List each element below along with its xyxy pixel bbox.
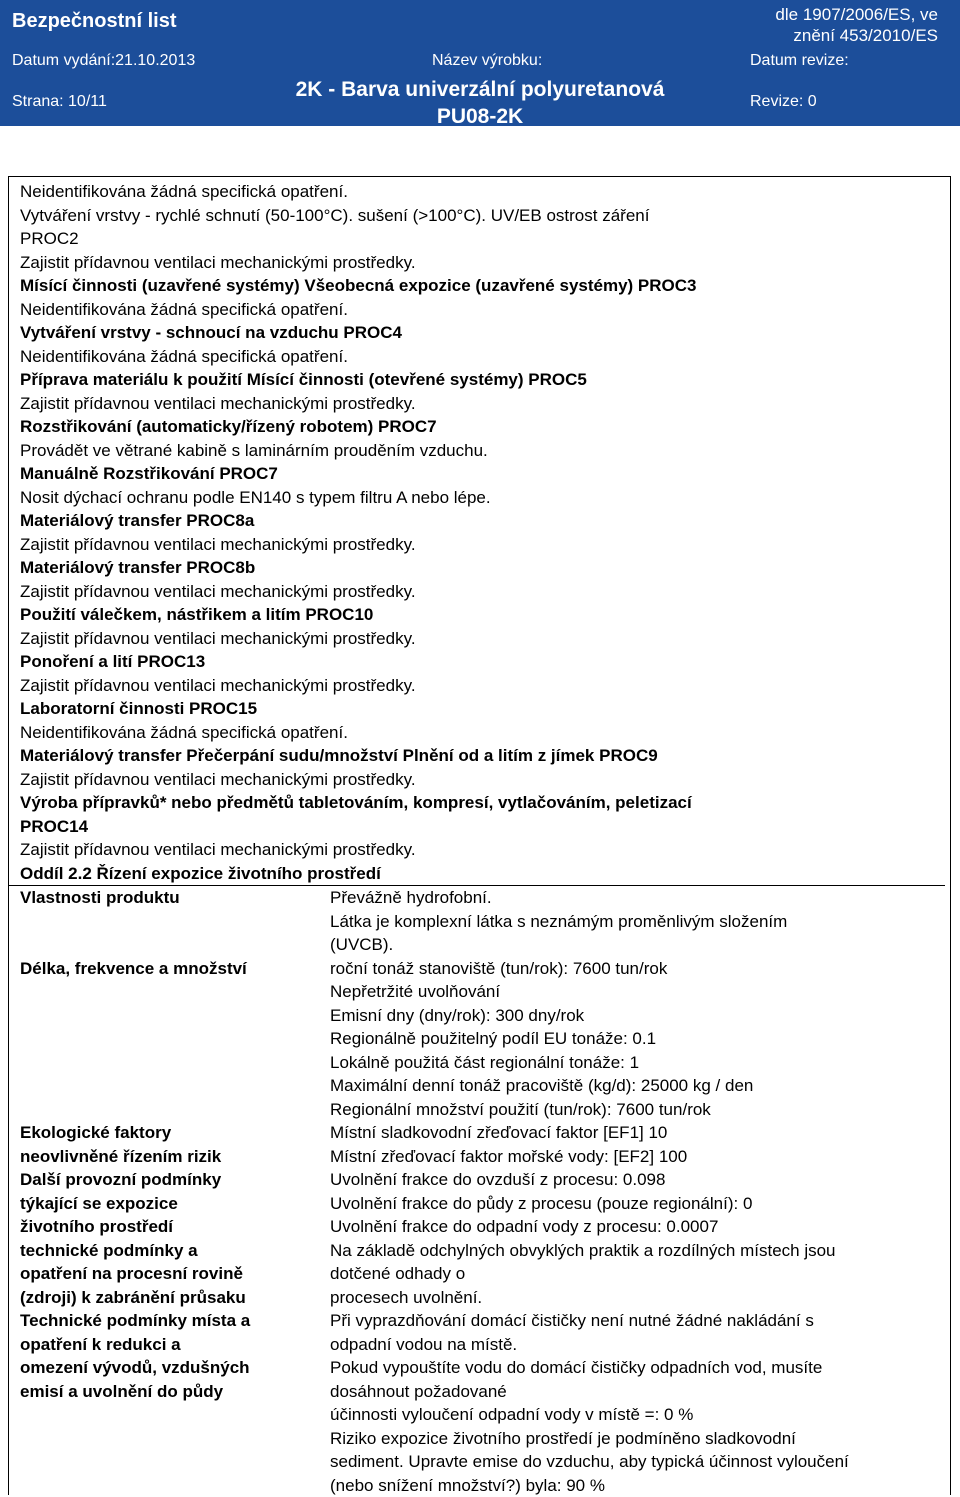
row-value-line: Regionálně použitelný podíl EU tonáže: 0.1	[330, 1027, 945, 1051]
table-row	[8, 957, 945, 1122]
row-label	[8, 886, 330, 957]
product-name	[230, 76, 730, 130]
section-title: Oddíl 2.2 Řízení expozice životního prostředí	[8, 862, 945, 887]
measure-text: Nosit dýchací ochranu podle EN140 s typem filtru A nebo lépe.	[20, 486, 945, 510]
row-label-line: týkající se expozice	[20, 1192, 330, 1216]
table-row	[8, 1309, 945, 1497]
row-value-line: Uvolnění frakce do ovzduší z procesu: 0.098	[330, 1168, 945, 1192]
measure-text: Neidentifikována žádná specifická opatření.	[20, 345, 945, 369]
row-label	[8, 957, 330, 1122]
measure-text: Zajistit přídavnou ventilaci mechanickými prostředky.	[20, 580, 945, 604]
measure-text: Zajistit přídavnou ventilaci mechanickými prostředky.	[20, 392, 945, 416]
row-value-line: Převážně hydrofobní.	[330, 886, 945, 910]
process-heading: Výroba přípravků* nebo předmětů tabletováním, kompresí, vytlačováním, peletizací	[20, 791, 945, 815]
regulation-line-2: znění 453/2010/ES	[793, 26, 938, 46]
row-value-line: procesech uvolnění.	[330, 1286, 945, 1310]
row-value-line: dotčené odhady o	[330, 1262, 945, 1286]
row-value-line: Emisní dny (dny/rok): 300 dny/rok	[330, 1004, 945, 1028]
row-value-line: Uvolnění frakce do odpadní vody z procesu: 0.0007	[330, 1215, 945, 1239]
row-label-line: Vlastnosti produktu	[20, 886, 330, 910]
revision-date-label: Datum revize:	[750, 52, 849, 70]
process-heading: Materiálový transfer PROC8a	[20, 509, 945, 533]
document-title: Bezpečnostní list	[12, 10, 176, 33]
row-label-line: Technické podmínky místa a	[20, 1309, 330, 1333]
row-label-line: omezení vývodů, vzdušných	[20, 1356, 330, 1380]
process-heading: Rozstřikování (automaticky/řízený robotem) PROC7	[20, 415, 945, 439]
row-value-line: dosáhnout požadované	[330, 1380, 945, 1404]
revision-number: Revize: 0	[750, 93, 817, 111]
row-value-line: Na základě odchylných obvyklých praktik a rozdílných místech jsou	[330, 1239, 945, 1263]
row-value	[330, 1309, 945, 1497]
row-value-line: Regionální množství použití (tun/rok): 7600 tun/rok	[330, 1098, 945, 1122]
row-label-line: technické podmínky a	[20, 1239, 330, 1263]
row-value	[330, 886, 945, 957]
row-label-line: životního prostředí	[20, 1215, 330, 1239]
row-label	[8, 1309, 330, 1497]
process-heading: Použití válečkem, nástřikem a litím PROC10	[20, 603, 945, 627]
row-label-line: opatření k redukci a	[20, 1333, 330, 1357]
row-value-line: Látka je komplexní látka s neznámým proměnlivým složením	[330, 910, 945, 934]
row-value-line: Nepřetržité uvolňování	[330, 980, 945, 1004]
row-value-line: Při vyprazdňování domácí čističky není nutné žádné nakládání s	[330, 1309, 945, 1333]
product-name-line-1: 2K - Barva univerzální polyuretanová	[230, 76, 730, 103]
process-heading: Materiálový transfer PROC8b	[20, 556, 945, 580]
row-label-line: emisí a uvolnění do půdy	[20, 1380, 330, 1404]
row-value-line: Maximální denní tonáž pracoviště (kg/d): 25000 kg / den	[330, 1074, 945, 1098]
measure-text: PROC2	[20, 227, 945, 251]
table-row	[8, 1239, 945, 1310]
row-value-line: Pokud vypouštíte vodu do domácí čističky odpadních vod, musíte	[330, 1356, 945, 1380]
measure-text: Zajistit přídavnou ventilaci mechanickými prostředky.	[20, 674, 945, 698]
row-value-line: sediment. Upravte emise do vzduchu, aby typická účinnost vyloučení	[330, 1450, 945, 1474]
process-heading: Laboratorní činnosti PROC15	[20, 697, 945, 721]
row-label-line: Délka, frekvence a množství	[20, 957, 330, 981]
measure-text: Zajistit přídavnou ventilaci mechanickými prostředky.	[20, 768, 945, 792]
measures-list	[20, 180, 945, 862]
row-value	[330, 1121, 945, 1168]
measure-text: Zajistit přídavnou ventilaci mechanickými prostředky.	[20, 533, 945, 557]
row-value-line: Uvolnění frakce do půdy z procesu (pouze regionální): 0	[330, 1192, 945, 1216]
measure-text: Zajistit přídavnou ventilaci mechanickými prostředky.	[20, 627, 945, 651]
document-header	[0, 0, 960, 126]
row-label-line: opatření na procesní rovině	[20, 1262, 330, 1286]
process-heading: Vytváření vrstvy - schnoucí na vzduchu PROC4	[20, 321, 945, 345]
document-body	[20, 180, 945, 1497]
row-label	[8, 1121, 330, 1168]
row-label-line: Ekologické faktory	[20, 1121, 330, 1145]
measure-text: Neidentifikována žádná specifická opatření.	[20, 721, 945, 745]
row-value-line: Riziko expozice životního prostředí je podmíněno sladkovodní	[330, 1427, 945, 1451]
measure-text: Neidentifikována žádná specifická opatření.	[20, 298, 945, 322]
regulation-line-1: dle 1907/2006/ES, ve	[775, 5, 938, 25]
process-heading: Manuálně Rozstřikování PROC7	[20, 462, 945, 486]
row-value	[330, 1168, 945, 1239]
row-label-line: Další provozní podmínky	[20, 1168, 330, 1192]
row-value-line: roční tonáž stanoviště (tun/rok): 7600 tun/rok	[330, 957, 945, 981]
table-row	[8, 886, 945, 957]
process-heading: Mísící činnosti (uzavřené systémy) Všeobecná expozice (uzavřené systémy) PROC3	[20, 274, 945, 298]
page-number: Strana: 10/11	[12, 93, 107, 111]
row-value-line: Místní sladkovodní zřeďovací faktor [EF1] 10	[330, 1121, 945, 1145]
measure-text: Provádět ve větrané kabině s laminárním prouděním vzduchu.	[20, 439, 945, 463]
row-label-line: neovlivněné řízením rizik	[20, 1145, 330, 1169]
process-heading: PROC14	[20, 815, 945, 839]
measure-text: Zajistit přídavnou ventilaci mechanickými prostředky.	[20, 838, 945, 862]
table-row	[8, 1168, 945, 1239]
measure-text: Zajistit přídavnou ventilaci mechanickými prostředky.	[20, 251, 945, 275]
row-value-line: Místní zřeďovací faktor mořské vody: [EF2] 100	[330, 1145, 945, 1169]
measure-text: Vytváření vrstvy - rychlé schnutí (50-100°C). sušení (>100°C). UV/EB ostrost záření	[20, 204, 945, 228]
row-value-line: účinnosti vyloučení odpadní vody v místě =: 0 %	[330, 1403, 945, 1427]
row-value-line: (UVCB).	[330, 933, 945, 957]
process-heading: Příprava materiálu k použití Mísící činnosti (otevřené systémy) PROC5	[20, 368, 945, 392]
row-value-line: (nebo snížení množství?) byla: 90 %	[330, 1474, 945, 1497]
measure-text: Neidentifikována žádná specifická opatření.	[20, 180, 945, 204]
environment-exposure-table	[8, 886, 945, 1497]
row-value-line: odpadní vodou na místě.	[330, 1333, 945, 1357]
row-value	[330, 1239, 945, 1310]
row-value-line: Lokálně použitá část regionální tonáže: 1	[330, 1051, 945, 1075]
process-heading: Materiálový transfer Přečerpání sudu/množství Plnění od a litím z jímek PROC9	[20, 744, 945, 768]
table-row	[8, 1121, 945, 1168]
process-heading: Ponoření a lití PROC13	[20, 650, 945, 674]
product-name-label: Název výrobku:	[432, 52, 542, 70]
row-label	[8, 1239, 330, 1310]
row-value	[330, 957, 945, 1122]
issue-date: Datum vydání:21.10.2013	[12, 52, 195, 70]
row-label	[8, 1168, 330, 1239]
product-name-line-2: PU08-2K	[230, 103, 730, 130]
row-label-line: (zdroji) k zabránění průsaku	[20, 1286, 330, 1310]
